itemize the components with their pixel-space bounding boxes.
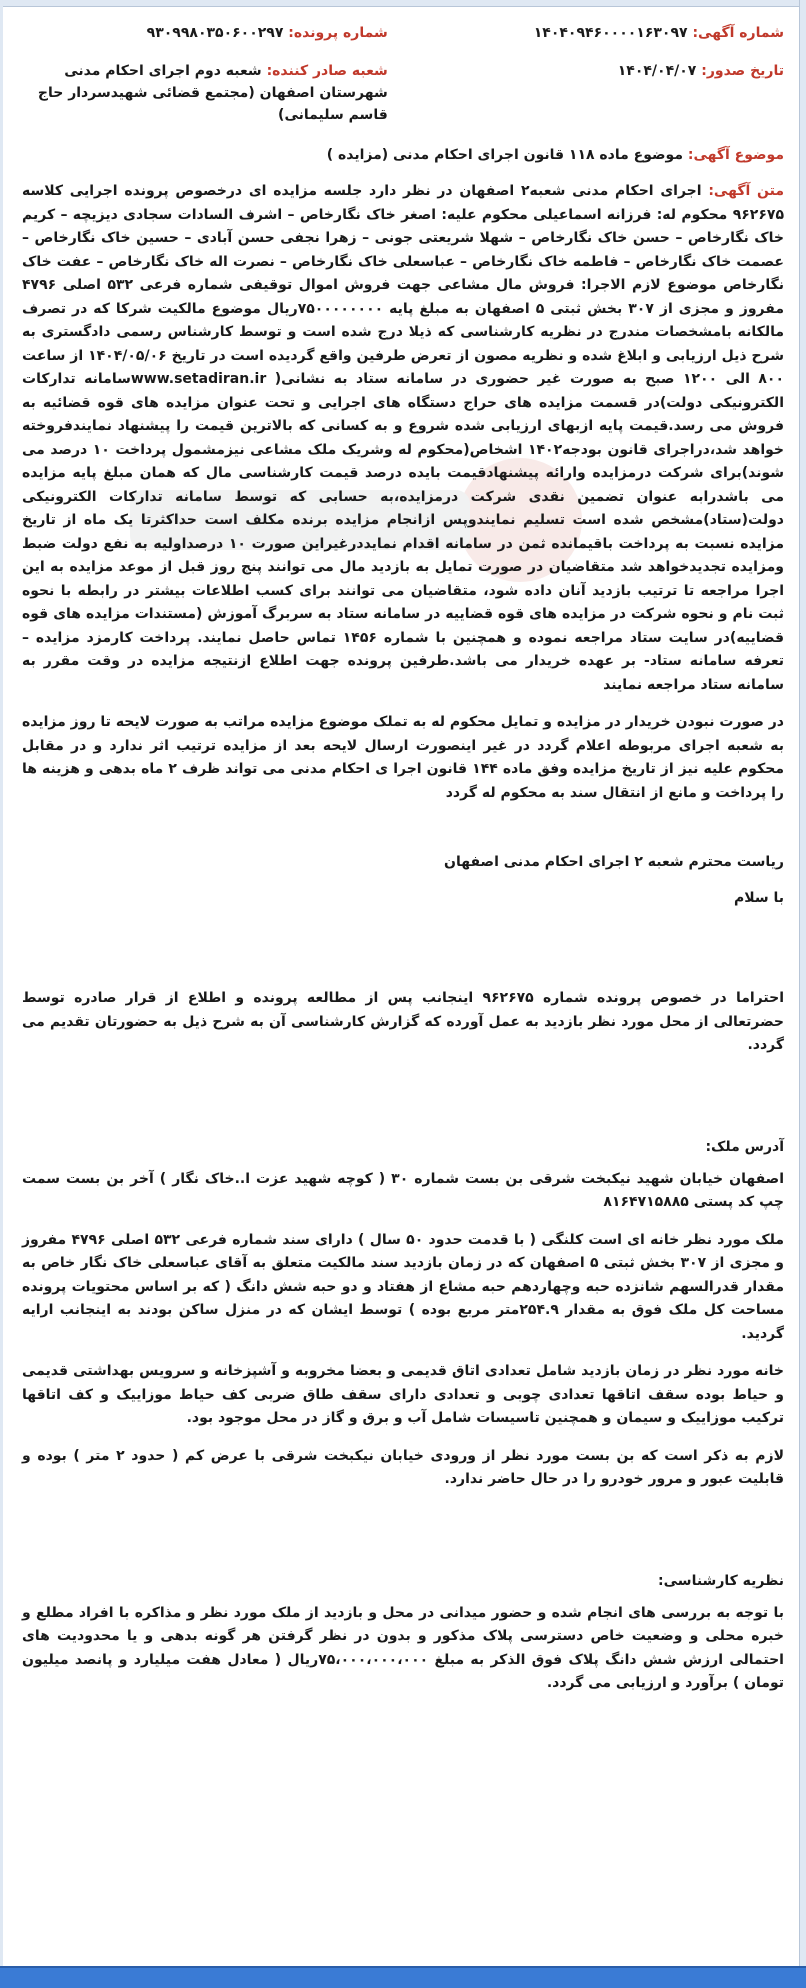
case-number-field bbox=[22, 22, 388, 44]
document-content bbox=[22, 22, 784, 1696]
ad-subject bbox=[22, 144, 784, 166]
expert-opinion: با توجه به بررسی های انجام شده و حضور میدانی در محل و بازدید از ملک مورد نظر و مذاکره با افراد مطلع و خبره محلی و وضعیت خاص دسترسی پلاک مذکور و بدون در نظر گرفتن هر گونه بدهی و یا محدودیت های احتمالی ارزش شش دانگ پلاک فوق الذکر به مبلغ ۷۵،۰۰۰،۰۰۰،۰۰۰ریال ( معادل هفت میلیارد و پانصد میلیون تومان ) برآورد و ارزیابی می گردد. bbox=[22, 1604, 784, 1691]
issuing-branch-field bbox=[22, 60, 388, 126]
issuing-branch-label: شعبه صادر کننده: bbox=[266, 63, 388, 79]
body-label: متن آگهی: bbox=[708, 183, 785, 199]
address-heading: آدرس ملک: bbox=[705, 1138, 784, 1155]
case-number-value: ۹۳۰۹۹۸۰۳۵۰۶۰۰۲۹۷ bbox=[146, 25, 284, 41]
property-description-1: ملک مورد نظر خانه ای است کلنگی ( با قدمت حدود ۵۰ سال ) دارای سند شماره فرعی ۵۳۲ اصلی ۴۷۹۶ مفروز و مجزی از ۳۰۷ بخش ثبتی ۵ اصفهان که در زمان بازدید سند مالکیت متعلق به آقای عباسعلی خاک نگار خاص به مقدار قدرالسهم شانزده حبه وچهاردهم حبه مشاع از هفتاد و دو حبه شش دانگ ( که بر اساس محتویات پرونده مساحت کل ملک فوق به مقدار ۲۵۴.۹متر مربع بوده ) توسط ایشان که در منزل ساکن بودند به اینجانب ارایه گردید. bbox=[22, 1231, 785, 1342]
ad-number-field bbox=[418, 22, 784, 44]
issue-date-field bbox=[418, 60, 784, 82]
window-top-edge bbox=[0, 0, 806, 7]
ad-number-value: ۱۴۰۴۰۹۴۶۰۰۰۰۱۶۳۰۹۷ bbox=[533, 25, 688, 41]
property-address: اصفهان خیابان شهید نیکبخت شرقی بن بست شماره ۳۰ ( کوچه شهید عزت ا..خاک نگار ) آخر بن بست سمت چپ کد پستی ۸۱۶۴۷۱۵۸۸۵ bbox=[22, 1170, 784, 1210]
letter-greeting: با سلام bbox=[733, 890, 784, 906]
property-description-2: خانه مورد نظر در زمان بازدید شامل تعدادی اتاق قدیمی و بعضا مخروبه و آشپزخانه و سرویس بهداشتی قدیمی و حیاط بوده سقف اتاقها تعدادی چوبی و تعدادی دارای سقف طاق ضربی کف حیاط موزاییک و کف اتاقها ترکیب موزاییک و سیمان و همچنین تاسیسات شامل آب و برق و گاز در محل موجود بود. bbox=[22, 1363, 784, 1426]
taskbar bbox=[0, 1966, 806, 1988]
subject-label: موضوع آگهی: bbox=[687, 147, 784, 163]
issue-date-label: تاریخ صدور: bbox=[701, 63, 784, 79]
case-number-label: شماره پرونده: bbox=[288, 25, 388, 41]
vertical-scrollbar[interactable] bbox=[799, 0, 806, 1968]
subject-value: موضوع ماده ۱۱۸ قانون اجرای احکام مدنی (مزایده ) bbox=[326, 147, 683, 163]
opinion-heading: نظریه کارشناسی: bbox=[658, 1572, 784, 1589]
meta-row-2 bbox=[22, 60, 784, 126]
issue-date-value: ۱۴۰۴/۰۴/۰۷ bbox=[617, 63, 697, 79]
window-left-edge bbox=[0, 0, 3, 1968]
body-text: اجرای احکام مدنی شعبه۲ اصفهان در نظر دارد جلسه مزایده ای درخصوص پرونده اجرایی کلاسه ۹۶۲۶۷۵ محکوم له: فرزانه اسماعیلی محکوم علیه: اصغر خاک نگارخاص – اشرف السادات سجادی دیزیچه – کریم خاک نگارخاص – حسن خاک نگارخاص – شهلا شریعتی جونی – زهرا نجفی حسن آبادی – حسین خاک نگارخاص – عصمت خاک نگارخاص – فاطمه خاک نگارخاص – عباسعلی خاک نگارخاص – نصرت اله خاک نگارخاص – عفت خاک نگارخاص موضوع لازم الاجرا: فروش مال مشاعی جهت فروش اموال توقیفی شماره فرعی ۵۳۲ اصلی ۴۷۹۶ مفروز و مجزی از ۳۰۷ بخش ثبتی ۵ اصفهان به مبلغ پایه ۷۵۰۰۰۰۰۰۰۰ریال موضوع مالکیت شرکا که در تصرف مالکانه بامشخصات مندرج در نظریه کارشناسی که ذیلا درج شده است و توسط کارشناس رسمی دادگستری به شرح ذیل ارزیابی و ابلاغ شده و نظریه مصون از تعرض طرفین واقع گردیده است در تاریخ ۱۴۰۴/۰۵/۰۶ از ساعت ۸۰۰ الی ۱۲۰۰ صبح به صورت غیر حضوری در سامانه ستاد به نشانی( www.setadiran.irسامانه تدارکات الکترونیکی دولت)در قسمت مزایده های حراج دستگاه های اجرایی و تحت عنوان مزایده های قوه قضائیه به فروش می رسد.قیمت پایه ازبهای ارزیابی شده شروع و به کسانی که بالاترین قیمت را پیشنهاد نمایندفروخته خواهد شد،دراجرای قانون بودجه۱۴۰۲ اشخاص(محکوم له وشریک ملک مشاعی نیزمشمول پرداخت ۱۰ درصد می شوند)برای شرکت درمزایده وارائه پیشنهادقیمت بایده درصد قیمت کارشناسی مال که همان مبلغ پایه مزایده می باشدرابه عنوان تضمین نقدی شرکت درمزایده،به حسابی که توسط سامانه تدارکات الکترونیکی دولت(ستاد)مشخص شده است تسلیم نمایندوپس ازانجام مزایده برنده مکلف است حداکثرتا یک ماه از تاریخ مزایده نسبت به پرداخت باقیمانده ثمن در سامانه اقدام نمایددرغیراین صورت ۱۰ درصداولیه به نفع دولت ضبط ومزایده تجدیدخواهد شد متقاضیان در صورت تمایل به بازدید مال می توانند پنج روز قبل از موعد مزایده به این اجرا مراجعه تا ترتیب بازدید آنان داده شود، متقاضیان می توانند برای کسب اطلاعات بیشتر در رابطه با نحوه ثبت نام و نحوه شرکت در مزایده های قوه قضاییه در سامانه ستاد به سربرگ آموزش (مستندات مزایده های قوه قضاییه)در سایت ستاد مراجعه نموده و همچنین با شماره ۱۴۵۶ تماس حاصل نمایند. پرداخت کارمزد مزایده – تعرفه سامانه ستاد- بر عهده خریدار می باشد.طرفین پرونده جهت اطلاع ازنتیجه مزایده در وقت مقرر به سامانه ستاد مراجعه نمایند bbox=[22, 183, 785, 693]
letter-intro: احتراما در خصوص پرونده شماره ۹۶۲۶۷۵ اینجانب پس از مطالعه پرونده و اطلاع از قرار صادره توسط حضرتعالی از محل مورد نظر بازدید به عمل آورده که گزارش کارشناسی آن به شرح ذیل به حضورتان تقدیم می گردد. bbox=[22, 990, 784, 1053]
ad-body-paragraph-2: در صورت نبودن خریدار در مزایده و تمایل محکوم له به تملک موضوع مزایده مراتب به صورت لایحه تا روز مزایده به شعبه اجرای مربوطه اعلام گردد در غیر اینصورت ارسال لایحه بعد از مزایده ترتیب اثر ندارد و در مقابل محکوم علیه نیز از تاریخ مزایده وفق ماده ۱۴۴ قانون اجرا ی احکام مدنی می تواند ظرف ۲ ماه بدهی و هزینه ها را پرداخت و مانع از انتقال سند به محکوم له گردد bbox=[22, 714, 784, 801]
issuing-branch-value: شعبه دوم اجرای احکام مدنی شهرستان اصفهان (مجتمع قضائی شهیدسردار حاج قاسم سلیمانی) bbox=[37, 63, 388, 123]
letter-addressee: ریاست محترم شعبه ۲ اجرای احکام مدنی اصفهان bbox=[444, 854, 784, 870]
property-description-3: لازم به ذکر است که بن بست مورد نظر از ورودی خیابان نیکبخت شرقی با عرض کم ( حدود ۲ متر ) بوده و قابلیت عبور و مرور خودرو را در حال حاضر ندارد. bbox=[22, 1447, 785, 1487]
meta-row-1 bbox=[22, 22, 784, 44]
ad-number-label: شماره آگهی: bbox=[692, 25, 784, 41]
ad-body-paragraph bbox=[22, 180, 784, 697]
